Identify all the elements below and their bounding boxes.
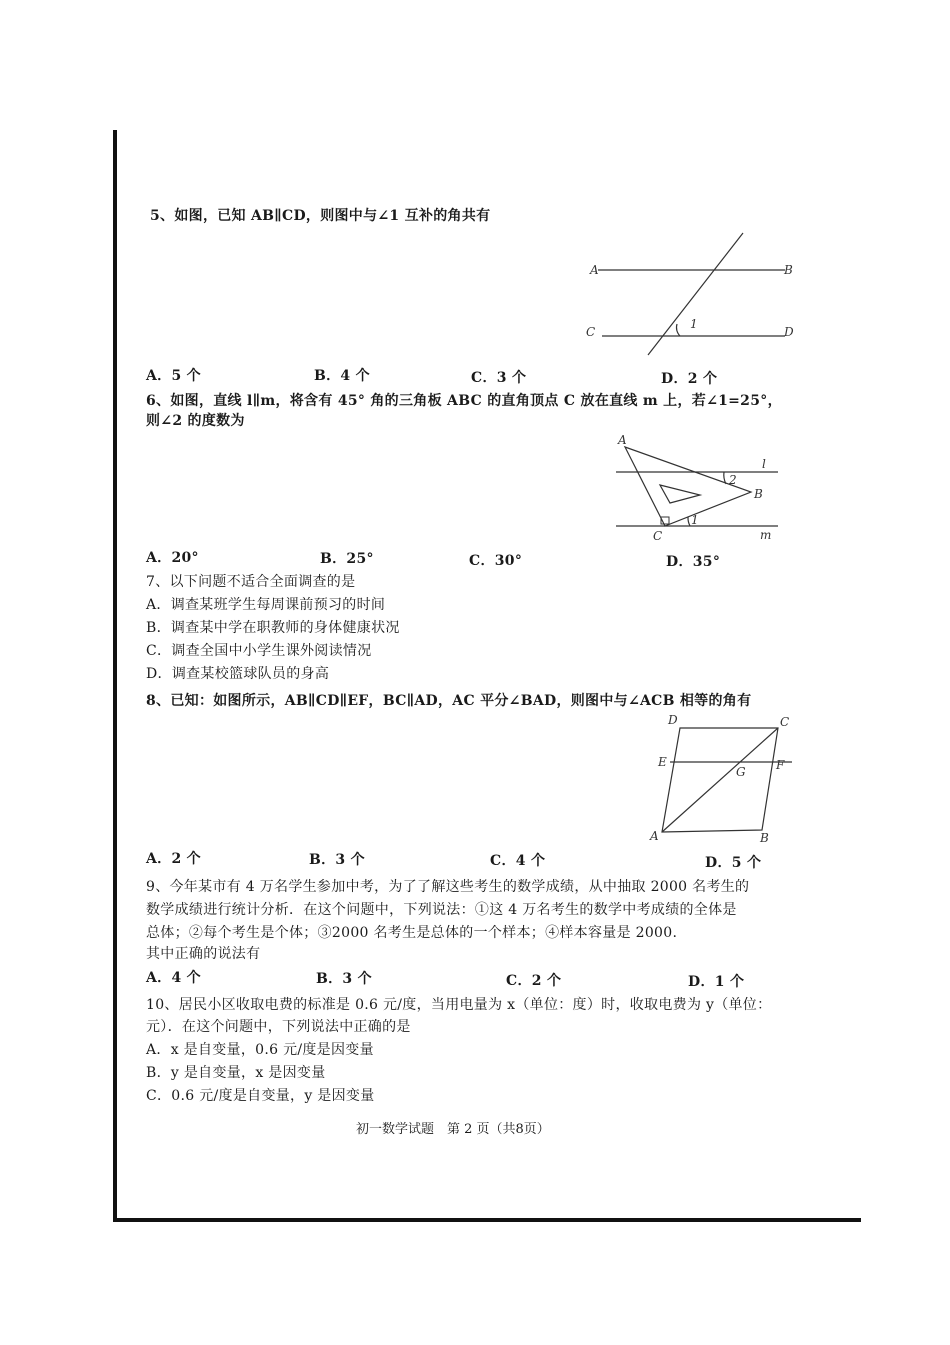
q7-option-c: C．调查全国中小学生课外阅读情况 [146,643,372,659]
q9-line4: 其中正确的说法有 [146,946,261,962]
q8-label-c: C [780,715,790,729]
q8-stem: 8、已知：如图所示，AB∥CD∥EF，BC∥AD，AC 平分∠BAD，则图中与∠ACB 相等的角有 [146,693,752,709]
q9-option-c: C．2 个 [506,973,562,989]
q6-label-angle1: 1 [691,513,699,527]
q6-label-a: A [618,433,627,447]
q5-option-c: C．3 个 [471,370,527,386]
q8-option-a: A．2 个 [146,851,201,867]
q7-option-b: B．调查某中学在职教师的身体健康状况 [146,620,400,636]
q6-label-angle2: 2 [729,473,737,487]
q5-stem: 5、如图，已知 AB∥CD，则图中与∠1 互补的角共有 [150,208,491,224]
q7-option-a: A．调查某班学生每周课前预习的时间 [146,597,386,613]
q6-triangle-inner [660,485,700,503]
q10-option-c: C．0.6 元/度是自变量，y 是因变量 [146,1088,375,1104]
q5-angle-arc [676,324,680,336]
q5-label-a: A [590,263,599,277]
q10-option-a: A．x 是自变量，0.6 元/度是因变量 [146,1042,374,1058]
q5-label-d: D [784,325,794,339]
q6-stem-line1: 6、如图，直线 l∥m，将含有 45° 角的三角板 ABC 的直角顶点 C 放在直线 m 上，若∠1=25°， [146,393,782,409]
q6-label-c: C [653,529,663,543]
q9-line1: 9、今年某市有 4 万名学生参加中考，为了了解这些考生的数学成绩，从中抽取 2000 名考生的 [146,879,750,895]
q6-option-c: C．30° [469,553,523,569]
q9-option-a: A．4 个 [146,970,201,986]
q6-label-m: m [760,528,772,542]
q5-option-b: B．4 个 [314,368,370,384]
q5-figure [580,228,800,360]
q6-angle1-arc [688,517,690,526]
q5-option-a: A．5 个 [146,368,201,384]
q6-option-d: D．35° [666,554,721,570]
q6-stem-line2: 则∠2 的度数为 [146,413,245,429]
q10-option-b: B．y 是自变量，x 是因变量 [146,1065,326,1081]
q6-option-b: B．25° [320,551,374,567]
q8-figure [642,710,802,845]
q9-line2: 数学成绩进行统计分析．在这个问题中，下列说法：①这 4 万名考生的数学中考成绩的全体是 [146,902,737,918]
q8-label-g: G [736,765,746,779]
q10-line2: 元）．在这个问题中，下列说法中正确的是 [146,1019,411,1035]
q5-label-b: B [784,263,793,277]
q5-label-angle1: 1 [690,317,698,331]
q8-label-a: A [650,829,659,843]
q8-option-c: C．4 个 [490,853,546,869]
q8-option-b: B．3 个 [309,852,365,868]
q9-line3: 总体；②每个考生是个体；③2000 名考生是总体的一个样本；④样本容量是 2000. [146,925,678,941]
q5-label-c: C [586,325,596,339]
page-footer: 初一数学试题 第 2 页（共8页） [356,1122,550,1137]
q8-label-d: D [668,713,678,727]
q6-label-l: l [762,457,766,471]
q10-line1: 10、居民小区收取电费的标准是 0.6 元/度，当用电量为 x（单位：度）时，收取电费为 y（单位： [146,997,772,1013]
q9-option-d: D．1 个 [688,974,745,990]
page-bottom-border [113,1218,861,1222]
q8-label-f: F [776,758,785,772]
q8-label-e: E [658,755,667,769]
q7-stem: 7、以下问题不适合全面调查的是 [146,574,356,590]
q8-option-d: D．5 个 [705,855,762,871]
q7-option-d: D．调查某校篮球队员的身高 [146,666,330,682]
q9-option-b: B．3 个 [316,971,372,987]
q8-label-b: B [760,831,769,845]
q6-label-b: B [754,487,763,501]
q5-transversal [648,233,743,355]
q6-figure [608,430,793,545]
q6-option-a: A．20° [146,550,199,566]
page-left-border [113,130,117,1222]
q5-option-d: D．2 个 [661,371,718,387]
q8-diagonal-ac [662,728,778,832]
